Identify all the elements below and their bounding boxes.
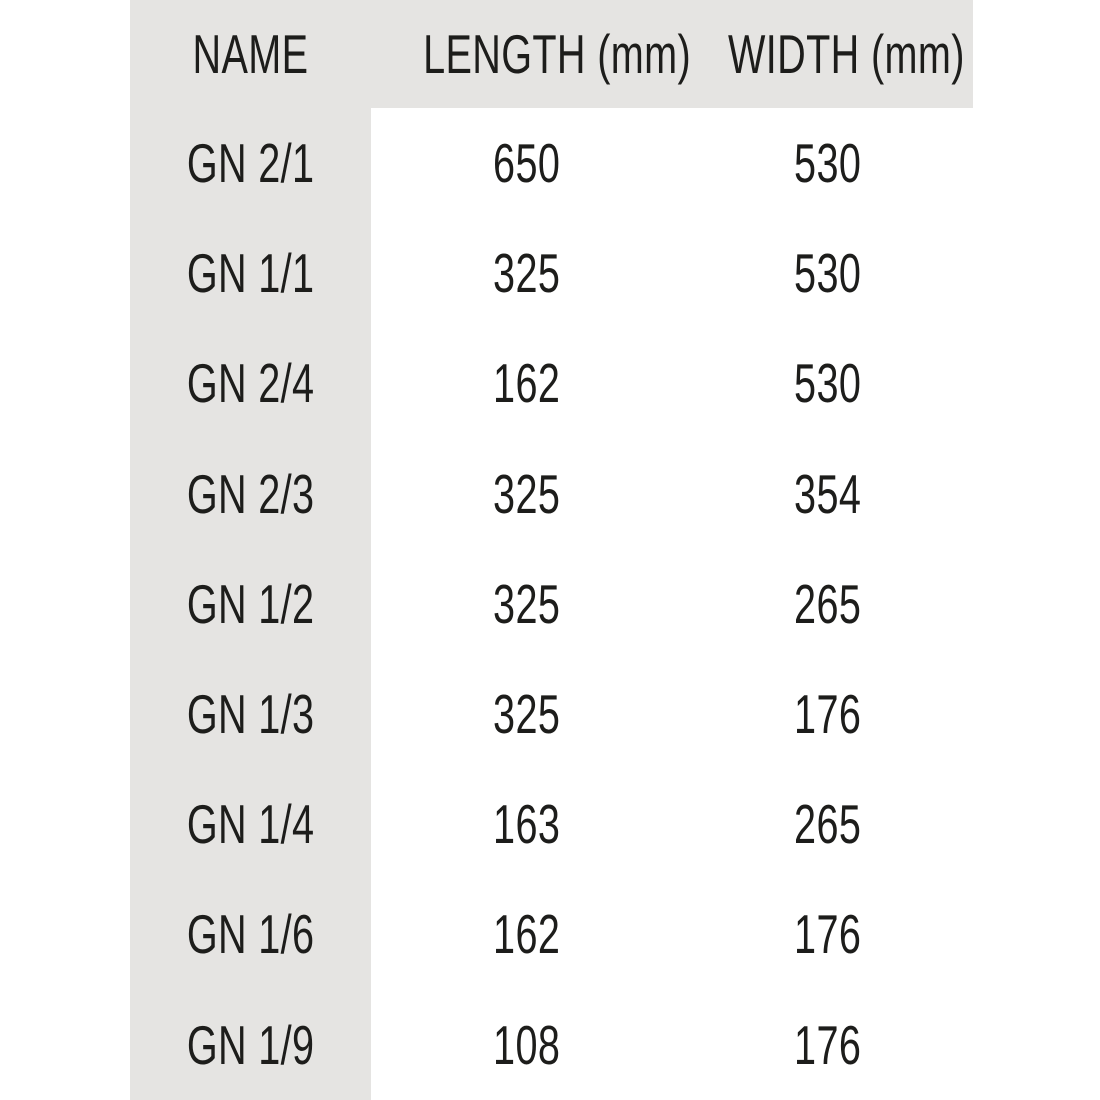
name-cell: [130, 328, 371, 438]
cell-text: 162: [492, 903, 561, 966]
name-cell: [130, 218, 371, 328]
cell-text: GN 2/3: [186, 462, 315, 525]
width-cell: [682, 439, 973, 549]
table-row: [130, 549, 973, 659]
table-row: [130, 108, 973, 218]
length-cell: [371, 990, 682, 1100]
name-cell: [130, 879, 371, 989]
name-cell: [130, 549, 371, 659]
cell-text: GN 1/4: [186, 793, 315, 856]
width-cell: [682, 659, 973, 769]
cell-text: 325: [492, 242, 561, 305]
name-cell: [130, 439, 371, 549]
name-cell: [130, 769, 371, 879]
cell-text: 530: [793, 132, 862, 195]
name-cell: [130, 659, 371, 769]
cell-text: GN 1/1: [186, 242, 315, 305]
cell-text: GN 1/2: [186, 572, 315, 635]
table-row: [130, 218, 973, 328]
column-header-name-label: NAME: [192, 23, 309, 85]
length-cell: [371, 769, 682, 879]
cell-text: 325: [492, 572, 561, 635]
width-cell: [682, 879, 973, 989]
table-header: [130, 0, 973, 108]
size-table: [130, 0, 973, 1100]
width-cell: [682, 549, 973, 659]
column-header-width-label: WIDTH (mm): [728, 23, 965, 85]
cell-text: 325: [492, 462, 561, 525]
table-row: [130, 879, 973, 989]
cell-text: 162: [492, 352, 561, 415]
cell-text: GN 2/1: [186, 132, 315, 195]
column-header-length: [371, 0, 692, 108]
length-cell: [371, 108, 682, 218]
cell-text: 325: [492, 683, 561, 746]
width-cell: [682, 218, 973, 328]
width-cell: [682, 328, 973, 438]
name-cell: [130, 108, 371, 218]
cell-text: 265: [793, 572, 862, 635]
name-cell: [130, 990, 371, 1100]
length-cell: [371, 659, 682, 769]
width-cell: [682, 108, 973, 218]
cell-text: GN 1/6: [186, 903, 315, 966]
cell-text: 530: [793, 242, 862, 305]
width-cell: [682, 990, 973, 1100]
cell-text: 163: [492, 793, 561, 856]
cell-text: 176: [793, 683, 862, 746]
cell-text: 354: [793, 462, 862, 525]
cell-text: 530: [793, 352, 862, 415]
length-cell: [371, 549, 682, 659]
cell-text: 265: [793, 793, 862, 856]
length-cell: [371, 439, 682, 549]
cell-text: GN 1/9: [186, 1013, 315, 1076]
cell-text: 176: [793, 903, 862, 966]
table-row: [130, 769, 973, 879]
cell-text: 650: [492, 132, 561, 195]
length-cell: [371, 328, 682, 438]
column-header-name: [130, 0, 371, 108]
cell-text: 176: [793, 1013, 862, 1076]
length-cell: [371, 218, 682, 328]
cell-text: GN 1/3: [186, 683, 315, 746]
cell-text: GN 2/4: [186, 352, 315, 415]
table-body: [130, 108, 973, 1100]
column-header-length-label: LENGTH (mm): [423, 23, 692, 85]
column-header-width: [682, 0, 973, 108]
length-cell: [371, 879, 682, 989]
header-row: [130, 0, 973, 108]
width-cell: [682, 769, 973, 879]
table-row: [130, 328, 973, 438]
table-row: [130, 990, 973, 1100]
table-row: [130, 659, 973, 769]
cell-text: 108: [492, 1013, 561, 1076]
table-row: [130, 439, 973, 549]
